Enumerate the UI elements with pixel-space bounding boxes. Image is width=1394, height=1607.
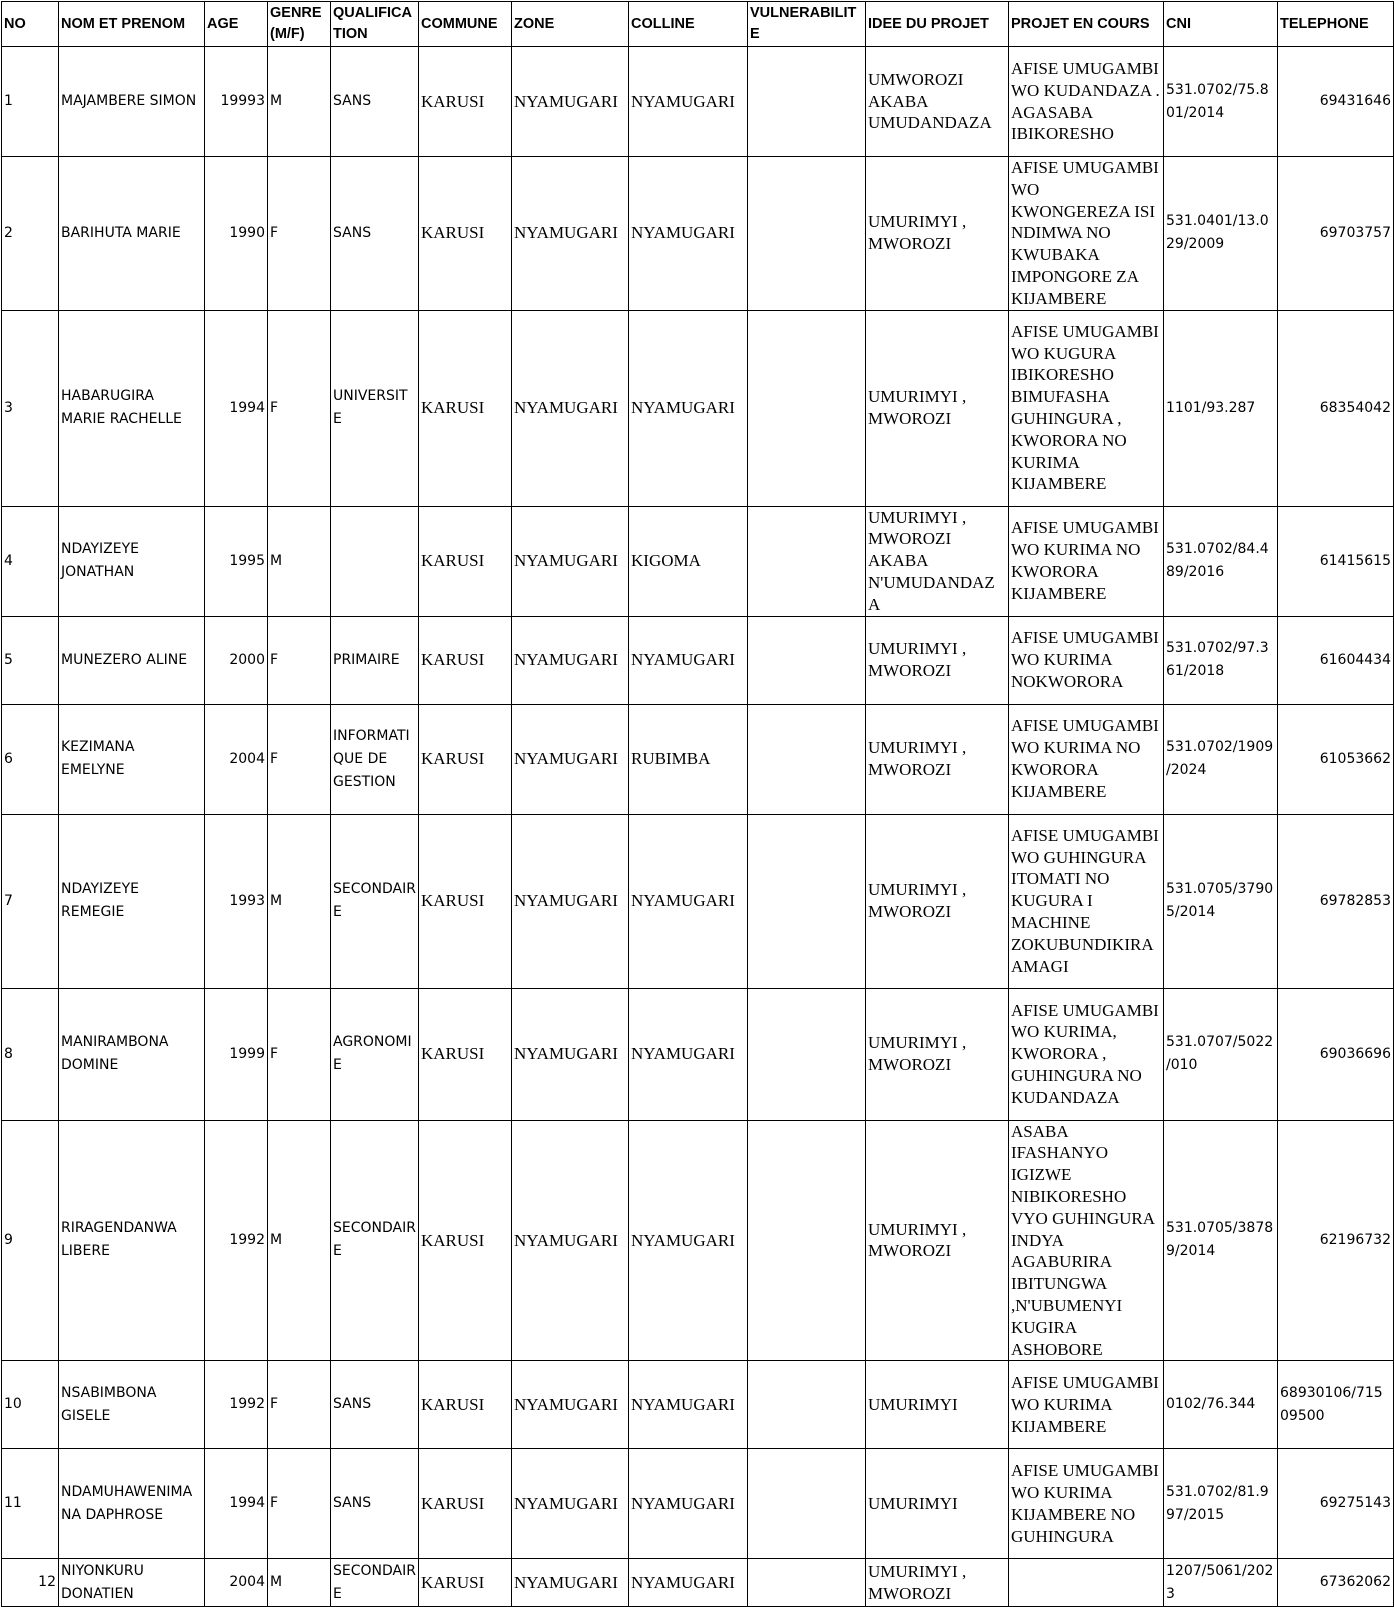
cell-zone: NYAMUGARI: [512, 310, 629, 506]
cell-nom: MANIRAMBONA DOMINE: [59, 988, 205, 1120]
cell-vulnerabilite: [748, 47, 866, 157]
cell-cni: 531.0702/1909/2024: [1164, 704, 1278, 814]
cell-telephone: 62196732: [1278, 1120, 1394, 1361]
cell-age: 1999: [205, 988, 268, 1120]
cell-colline: NYAMUGARI: [629, 988, 748, 1120]
cell-telephone: 68930106/71509500: [1278, 1361, 1394, 1449]
header-genre: GENRE (M/F): [268, 2, 331, 47]
cell-age: 2004: [205, 1559, 268, 1607]
cell-cni: 531.0705/38789/2014: [1164, 1120, 1278, 1361]
table-row: [2, 1449, 1394, 1559]
cell-no: 6: [2, 704, 59, 814]
cell-genre: M: [268, 506, 331, 616]
cell-zone: NYAMUGARI: [512, 506, 629, 616]
cell-cni: 531.0702/97.361/2018: [1164, 616, 1278, 704]
cell-nom: KEZIMANA EMELYNE: [59, 704, 205, 814]
cell-idee: UMWOROZI AKABA UMUDANDAZA: [866, 47, 1009, 157]
header-nom: NOM ET PRENOM: [59, 2, 205, 47]
cell-projet: AFISE UMUGAMBI WO KURIMA NO KWORORA KIJAMBERE: [1009, 506, 1164, 616]
cell-vulnerabilite: [748, 157, 866, 311]
cell-projet: AFISE UMUGAMBI WO KURIMA NOKWORORA: [1009, 616, 1164, 704]
cell-idee: UMURIMYI , MWOROZI: [866, 1120, 1009, 1361]
cell-vulnerabilite: [748, 704, 866, 814]
cell-qualification: UNIVERSITE: [331, 310, 419, 506]
cell-nom: NSABIMBONA GISELE: [59, 1361, 205, 1449]
cell-telephone: 69431646: [1278, 47, 1394, 157]
cell-projet: AFISE UMUGAMBI WO KUGURA IBIKORESHO BIMUFASHA GUHINGURA , KWORORA NO KURIMA KIJAMBERE: [1009, 310, 1164, 506]
table-row: [2, 310, 1394, 506]
header-cni: CNI: [1164, 2, 1278, 47]
cell-telephone: 61415615: [1278, 506, 1394, 616]
cell-telephone: 69782853: [1278, 814, 1394, 988]
cell-vulnerabilite: [748, 1120, 866, 1361]
cell-projet: AFISE UMUGAMBI WO GUHINGURA ITOMATI NO KUGURA I MACHINE ZOKUBUNDIKIRA AMAGI: [1009, 814, 1164, 988]
cell-nom: NDAYIZEYE REMEGIE: [59, 814, 205, 988]
cell-age: 1992: [205, 1120, 268, 1361]
cell-commune: KARUSI: [419, 47, 512, 157]
cell-commune: KARUSI: [419, 506, 512, 616]
cell-zone: NYAMUGARI: [512, 988, 629, 1120]
table-row: [2, 616, 1394, 704]
cell-no: 3: [2, 310, 59, 506]
cell-commune: KARUSI: [419, 157, 512, 311]
cell-no: 4: [2, 506, 59, 616]
cell-vulnerabilite: [748, 506, 866, 616]
cell-age: 2004: [205, 704, 268, 814]
cell-zone: NYAMUGARI: [512, 157, 629, 311]
cell-nom: NIYONKURU DONATIEN: [59, 1559, 205, 1607]
cell-projet: AFISE UMUGAMBI WO KURIMA KIJAMBERE NO GUHINGURA: [1009, 1449, 1164, 1559]
cell-colline: NYAMUGARI: [629, 1120, 748, 1361]
cell-cni: 531.0705/37905/2014: [1164, 814, 1278, 988]
cell-vulnerabilite: [748, 310, 866, 506]
cell-cni: 531.0702/81.997/2015: [1164, 1449, 1278, 1559]
cell-age: 19993: [205, 47, 268, 157]
table-row: [2, 704, 1394, 814]
cell-zone: NYAMUGARI: [512, 1449, 629, 1559]
cell-colline: NYAMUGARI: [629, 1559, 748, 1607]
cell-telephone: 61604434: [1278, 616, 1394, 704]
cell-idee: UMURIMYI , MWOROZI: [866, 988, 1009, 1120]
cell-genre: F: [268, 704, 331, 814]
cell-telephone: 68354042: [1278, 310, 1394, 506]
cell-no: 9: [2, 1120, 59, 1361]
cell-no: 5: [2, 616, 59, 704]
cell-age: 1993: [205, 814, 268, 988]
cell-zone: NYAMUGARI: [512, 1120, 629, 1361]
cell-commune: KARUSI: [419, 1120, 512, 1361]
cell-genre: F: [268, 988, 331, 1120]
cell-vulnerabilite: [748, 616, 866, 704]
cell-qualification: SANS: [331, 157, 419, 311]
cell-colline: NYAMUGARI: [629, 310, 748, 506]
cell-qualification: AGRONOMIE: [331, 988, 419, 1120]
cell-idee: UMURIMYI , MWOROZI: [866, 310, 1009, 506]
cell-colline: RUBIMBA: [629, 704, 748, 814]
cell-zone: NYAMUGARI: [512, 704, 629, 814]
header-commune: COMMUNE: [419, 2, 512, 47]
cell-idee: UMURIMYI , MWOROZI: [866, 157, 1009, 311]
cell-nom: RIRAGENDANWA LIBERE: [59, 1120, 205, 1361]
cell-no: 7: [2, 814, 59, 988]
header-idee: IDEE DU PROJET: [866, 2, 1009, 47]
header-vulnerabilite: VULNERABILIT E: [748, 2, 866, 47]
cell-idee: UMURIMYI , MWOROZI: [866, 704, 1009, 814]
cell-cni: 1101/93.287: [1164, 310, 1278, 506]
cell-nom: BARIHUTA MARIE: [59, 157, 205, 311]
cell-cni: 0102/76.344: [1164, 1361, 1278, 1449]
cell-projet: AFISE UMUGAMBI WO KURIMA KIJAMBERE: [1009, 1361, 1164, 1449]
cell-projet: AFISE UMUGAMBI WO KWONGEREZA ISI NDIMWA NO KWUBAKA IMPONGORE ZA KIJAMBERE: [1009, 157, 1164, 311]
cell-idee: UMURIMYI: [866, 1361, 1009, 1449]
cell-cni: 531.0401/13.029/2009: [1164, 157, 1278, 311]
cell-commune: KARUSI: [419, 814, 512, 988]
cell-projet: AFISE UMUGAMBI WO KURIMA NO KWORORA KIJAMBERE: [1009, 704, 1164, 814]
cell-age: 1995: [205, 506, 268, 616]
cell-idee: UMURIMYI: [866, 1449, 1009, 1559]
cell-qualification: SECONDAIRE: [331, 1120, 419, 1361]
cell-vulnerabilite: [748, 988, 866, 1120]
cell-idee: UMURIMYI , MWOROZI AKABA N'UMUDANDAZA: [866, 506, 1009, 616]
cell-projet: ASABA IFASHANYO IGIZWE NIBIKORESHO VYO GUHINGURA INDYA AGABURIRA IBITUNGWA ,N'UBUMENYI KUGIRA ASHOBORE: [1009, 1120, 1164, 1361]
cell-qualification: [331, 506, 419, 616]
cell-cni: 1207/5061/2023: [1164, 1559, 1278, 1607]
cell-genre: M: [268, 47, 331, 157]
cell-projet: AFISE UMUGAMBI WO KUDANDAZA . AGASABA IBIKORESHO: [1009, 47, 1164, 157]
cell-commune: KARUSI: [419, 310, 512, 506]
beneficiary-table: [1, 1, 1394, 1607]
cell-age: 1992: [205, 1361, 268, 1449]
header-zone: ZONE: [512, 2, 629, 47]
cell-idee: UMURIMYI , MWOROZI: [866, 616, 1009, 704]
cell-commune: KARUSI: [419, 1559, 512, 1607]
cell-telephone: 69036696: [1278, 988, 1394, 1120]
header-age: AGE: [205, 2, 268, 47]
table-row: [2, 506, 1394, 616]
cell-nom: MUNEZERO ALINE: [59, 616, 205, 704]
cell-no: 10: [2, 1361, 59, 1449]
header-projet: PROJET EN COURS: [1009, 2, 1164, 47]
table-row: [2, 1120, 1394, 1361]
table-row: [2, 1361, 1394, 1449]
cell-colline: KIGOMA: [629, 506, 748, 616]
cell-genre: F: [268, 1361, 331, 1449]
cell-colline: NYAMUGARI: [629, 1449, 748, 1559]
cell-commune: KARUSI: [419, 1361, 512, 1449]
cell-nom: HABARUGIRA MARIE RACHELLE: [59, 310, 205, 506]
cell-age: 1994: [205, 1449, 268, 1559]
cell-cni: 531.0702/75.801/2014: [1164, 47, 1278, 157]
cell-idee: UMURIMYI , MWOROZI: [866, 1559, 1009, 1607]
cell-telephone: 67362062: [1278, 1559, 1394, 1607]
cell-commune: KARUSI: [419, 704, 512, 814]
header-no: NO: [2, 2, 59, 47]
cell-age: 1994: [205, 310, 268, 506]
cell-commune: KARUSI: [419, 1449, 512, 1559]
table-row: [2, 814, 1394, 988]
cell-nom: MAJAMBERE SIMON: [59, 47, 205, 157]
cell-qualification: INFORMATIQUE DE GESTION: [331, 704, 419, 814]
cell-zone: NYAMUGARI: [512, 1361, 629, 1449]
cell-colline: NYAMUGARI: [629, 616, 748, 704]
cell-telephone: 61053662: [1278, 704, 1394, 814]
cell-nom: NDAYIZEYE JONATHAN: [59, 506, 205, 616]
cell-zone: NYAMUGARI: [512, 616, 629, 704]
cell-qualification: SANS: [331, 1361, 419, 1449]
cell-colline: NYAMUGARI: [629, 814, 748, 988]
table-row: [2, 47, 1394, 157]
cell-zone: NYAMUGARI: [512, 47, 629, 157]
cell-age: 2000: [205, 616, 268, 704]
cell-qualification: PRIMAIRE: [331, 616, 419, 704]
cell-nom: NDAMUHAWENIMANA DAPHROSE: [59, 1449, 205, 1559]
cell-cni: 531.0707/5022/010: [1164, 988, 1278, 1120]
cell-zone: NYAMUGARI: [512, 814, 629, 988]
header-telephone: TELEPHONE: [1278, 2, 1394, 47]
cell-commune: KARUSI: [419, 988, 512, 1120]
cell-colline: NYAMUGARI: [629, 157, 748, 311]
cell-vulnerabilite: [748, 1361, 866, 1449]
cell-qualification: SANS: [331, 47, 419, 157]
cell-colline: NYAMUGARI: [629, 47, 748, 157]
cell-no: 1: [2, 47, 59, 157]
cell-vulnerabilite: [748, 1449, 866, 1559]
cell-genre: F: [268, 310, 331, 506]
cell-projet: AFISE UMUGAMBI WO KURIMA, KWORORA , GUHINGURA NO KUDANDAZA: [1009, 988, 1164, 1120]
header-qualification: QUALIFICA TION: [331, 2, 419, 47]
cell-genre: M: [268, 1559, 331, 1607]
header-row: [2, 2, 1394, 47]
cell-genre: M: [268, 814, 331, 988]
cell-qualification: SECONDAIRE: [331, 1559, 419, 1607]
cell-telephone: 69703757: [1278, 157, 1394, 311]
cell-qualification: SANS: [331, 1449, 419, 1559]
cell-genre: F: [268, 616, 331, 704]
cell-no: 11: [2, 1449, 59, 1559]
cell-no: 8: [2, 988, 59, 1120]
cell-commune: KARUSI: [419, 616, 512, 704]
cell-age: 1990: [205, 157, 268, 311]
cell-qualification: SECONDAIRE: [331, 814, 419, 988]
cell-genre: F: [268, 157, 331, 311]
cell-genre: F: [268, 1449, 331, 1559]
cell-cni: 531.0702/84.489/2016: [1164, 506, 1278, 616]
cell-no: 12: [2, 1559, 59, 1607]
table-row: [2, 988, 1394, 1120]
cell-genre: M: [268, 1120, 331, 1361]
header-colline: COLLINE: [629, 2, 748, 47]
cell-no: 2: [2, 157, 59, 311]
table-row: [2, 157, 1394, 311]
cell-idee: UMURIMYI , MWOROZI: [866, 814, 1009, 988]
cell-colline: NYAMUGARI: [629, 1361, 748, 1449]
cell-vulnerabilite: [748, 814, 866, 988]
cell-zone: NYAMUGARI: [512, 1559, 629, 1607]
cell-telephone: 69275143: [1278, 1449, 1394, 1559]
